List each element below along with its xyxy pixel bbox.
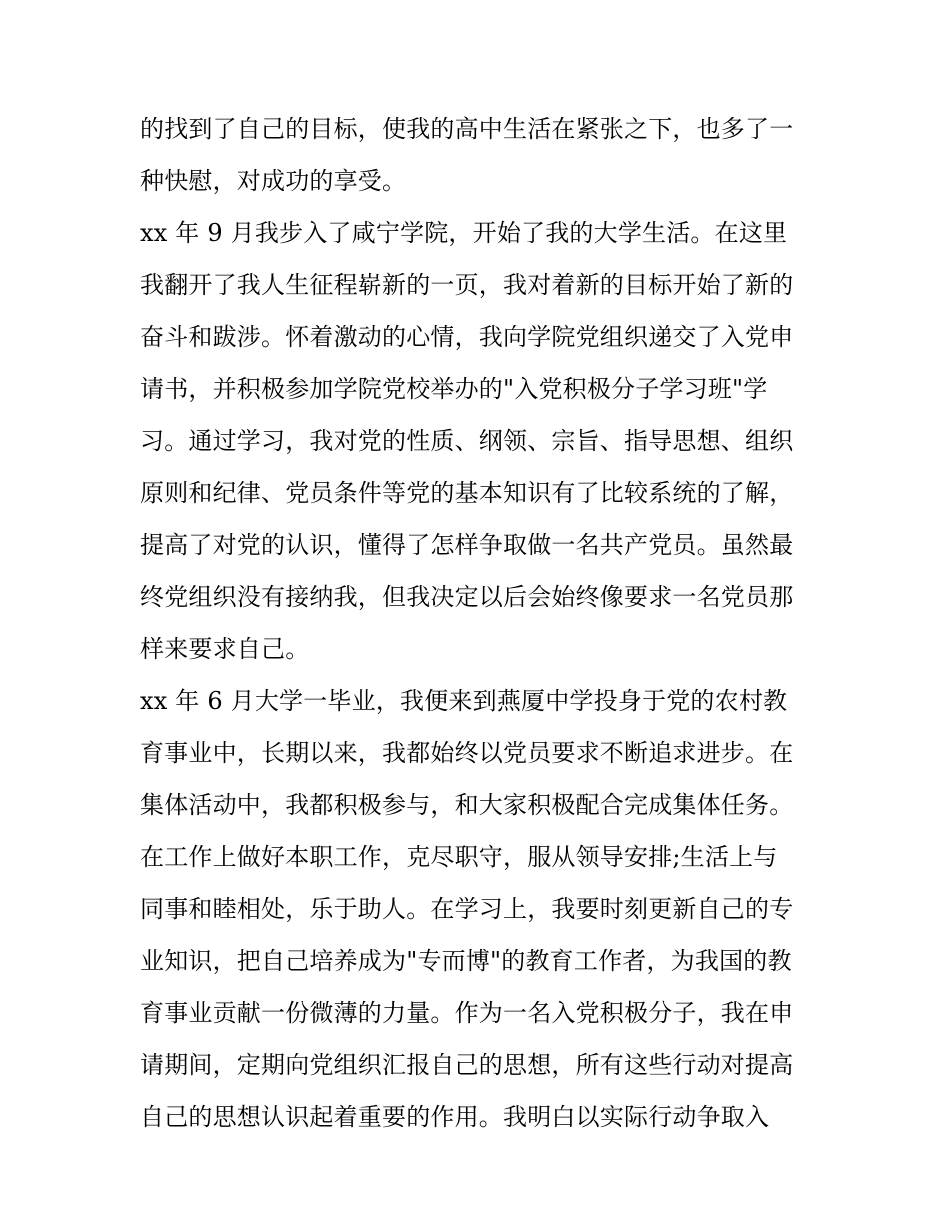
text-line: 在工作上做好本职工作，克尽职守，服从领导安排;生活上与 [140, 843, 778, 871]
text-line: 习。通过学习，我对党的性质、纲领、宗旨、指导思想、组织 [140, 427, 794, 455]
text-line: 奋斗和跋涉。怀着激动的心情，我向学院党组织递交了入党申 [140, 323, 794, 351]
text-line: 同事和睦相处，乐于助人。在学习上，我要时刻更新自己的专 [140, 895, 794, 923]
text-line: 终党组织没有接纳我，但我决定以后会始终像要求一名党员那 [140, 583, 794, 611]
text-line: 自己的思想认识起着重要的作用。我明白以实际行动争取入 [140, 1103, 770, 1131]
text-line: xx 年 6 月大学一毕业，我便来到燕厦中学投身于党的农村教 [140, 687, 788, 715]
text-line: 业知识，把自己培养成为"专而博"的教育工作者，为我国的教 [140, 947, 792, 975]
text-line: 我翻开了我人生征程崭新的一页，我对着新的目标开始了新的 [140, 271, 794, 299]
text-line: 育事业贡献一份微薄的力量。作为一名入党积极分子，我在申 [140, 999, 794, 1027]
text-line: 提高了对党的认识，懂得了怎样争取做一名共产党员。虽然最 [140, 531, 794, 559]
text-line: 育事业中，长期以来，我都始终以党员要求不断追求进步。在 [140, 739, 794, 767]
text-line: 请书，并积极参加学院党校举办的"入党积极分子学习班"学 [140, 375, 768, 403]
text-line: 种快慰，对成功的享受。 [140, 167, 407, 195]
text-line: 样来要求自己。 [140, 635, 310, 663]
text-line: 集体活动中，我都积极参与，和大家积极配合完成集体任务。 [140, 791, 794, 819]
text-line: 请期间，定期向党组织汇报自己的思想，所有这些行动对提高 [140, 1051, 794, 1079]
text-line: 的找到了自己的目标，使我的高中生活在紧张之下，也多了一 [140, 115, 794, 143]
text-line: xx 年 9 月我步入了咸宁学院，开始了我的大学生活。在这里 [140, 219, 788, 247]
text-line: 原则和纪律、党员条件等党的基本知识有了比较系统的了解， [140, 479, 794, 507]
document-body [140, 103, 820, 1143]
